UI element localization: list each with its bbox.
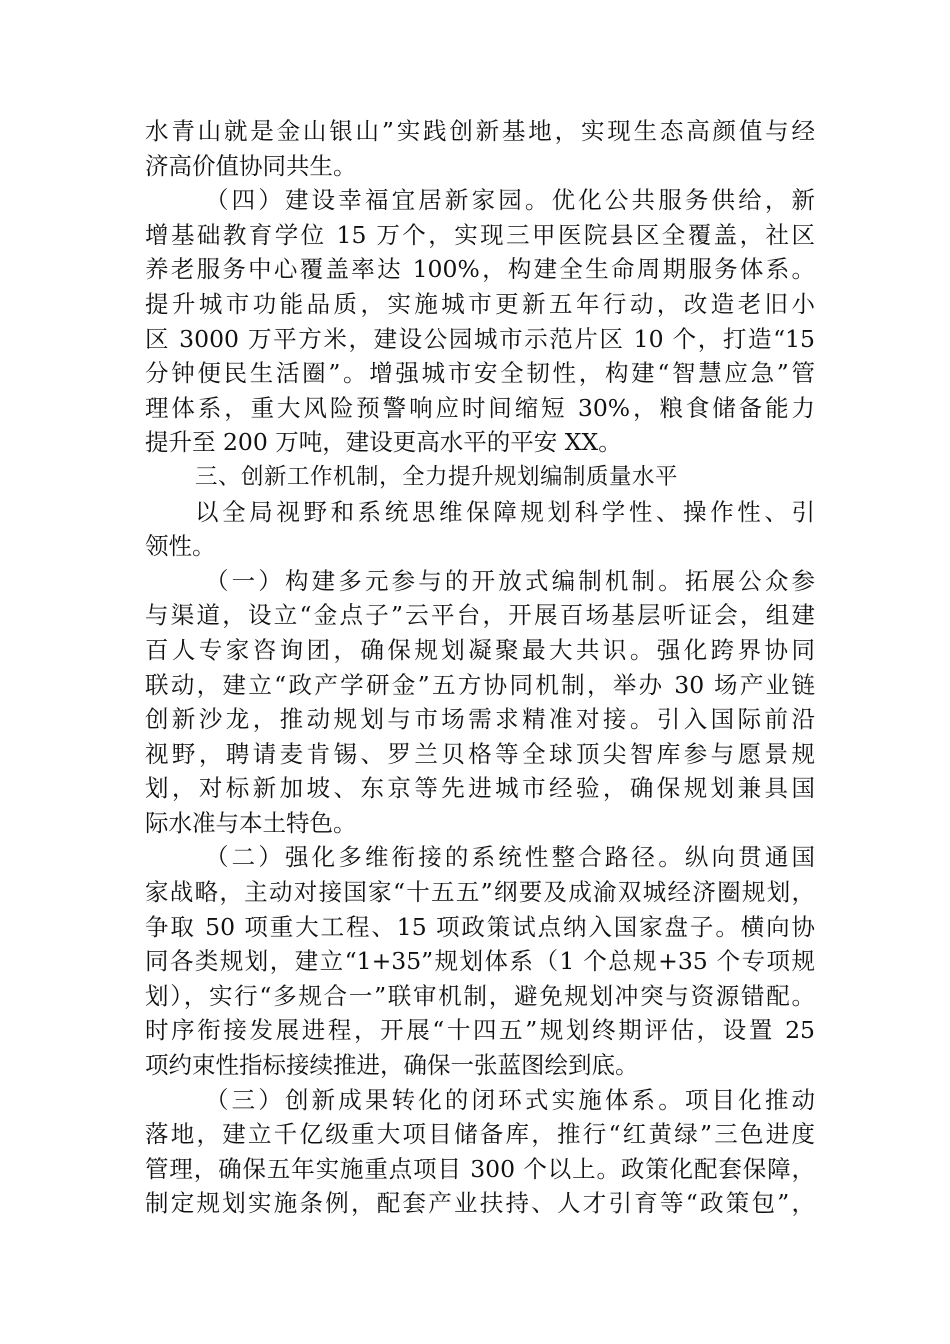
document-body [145,114,815,1221]
text-line: 落地，建立千亿级重大项目储备库，推行“红黄绿”三色进度 [145,1120,815,1149]
text-line: 区 3000 万平方米，建设公园城市示范片区 10 个，打造“15 [145,324,815,353]
text-line: 争取 50 项重大工程、15 项政策试点纳入国家盘子。横向协 [145,912,815,941]
text-line: 提升至 200 万吨，建设更高水平的平安 XX。 [145,428,622,457]
paragraph-start-line: 以全局视野和系统思维保障规划科学性、操作性、引 [195,497,815,526]
text-line: 同各类规划，建立“1+35”规划体系（1 个总规+35 个专项规 [145,947,815,976]
paragraph-start-line: （四）建设幸福宜居新家园。优化公共服务供给，新 [205,186,815,215]
text-line: 创新沙龙，推动规划与市场需求精准对接。引入国际前沿 [145,705,815,734]
text-line: 与渠道，设立“金点子”云平台，开展百场基层听证会，组建 [145,601,815,630]
text-line: 制定规划实施条例，配套产业扶持、人才引育等“政策包”， [145,1189,815,1218]
paragraph-start-line: （三）创新成果转化的闭环式实施体系。项目化推动 [205,1085,815,1114]
text-line: 时序衔接发展进程，开展“十四五”规划终期评估，设置 25 [145,1016,815,1045]
text-line: 理体系，重大风险预警响应时间缩短 30%，粮食储备能力 [145,393,815,422]
text-line: 项约束性指标接续推进，确保一张蓝图绘到底。 [145,1051,639,1080]
text-line: 分钟便民生活圈”。增强城市安全韧性，构建“智慧应急”管 [145,359,815,388]
text-line: 划），实行“多规合一”联审机制，避免规划冲突与资源错配。 [145,981,815,1010]
text-line: 提升城市功能品质，实施城市更新五年行动，改造老旧小 [145,289,815,318]
text-line: 百人专家咨询团，确保规划凝聚最大共识。强化跨界协同 [145,635,815,664]
text-line: 水青山就是金山银山”实践创新基地，实现生态高颜值与经 [145,117,815,145]
text-line: 济高价值协同共生。 [145,151,357,180]
text-line: 划，对标新加坡、东京等先进城市经验，确保规划兼具国 [145,774,815,803]
paragraph-start-line: （一）构建多元参与的开放式编制机制。拓展公众参 [205,566,815,595]
text-line: 视野，聘请麦肯锡、罗兰贝格等全球顶尖智库参与愿景规 [145,739,815,768]
text-line: 养老服务中心覆盖率达 100%，构建全生命周期服务体系。 [145,255,815,284]
text-line: 管理，确保五年实施重点项目 300 个以上。政策化配套保障， [145,1154,815,1183]
paragraph-start-line: （二）强化多维衔接的系统性整合路径。纵向贯通国 [205,843,815,872]
text-line: 增基础教育学位 15 万个，实现三甲医院县区全覆盖，社区 [145,220,815,249]
text-line: 家战略，主动对接国家“十五五”纲要及成渝双城经济圈规划， [145,878,815,907]
text-line: 领性。 [145,532,216,561]
text-line: 联动，建立“政产学研金”五方协同机制，举办 30 场产业链 [145,670,815,699]
text-line: 际水准与本土特色。 [145,808,357,837]
section-heading: 三、创新工作机制，全力提升规划编制质量水平 [195,463,679,490]
